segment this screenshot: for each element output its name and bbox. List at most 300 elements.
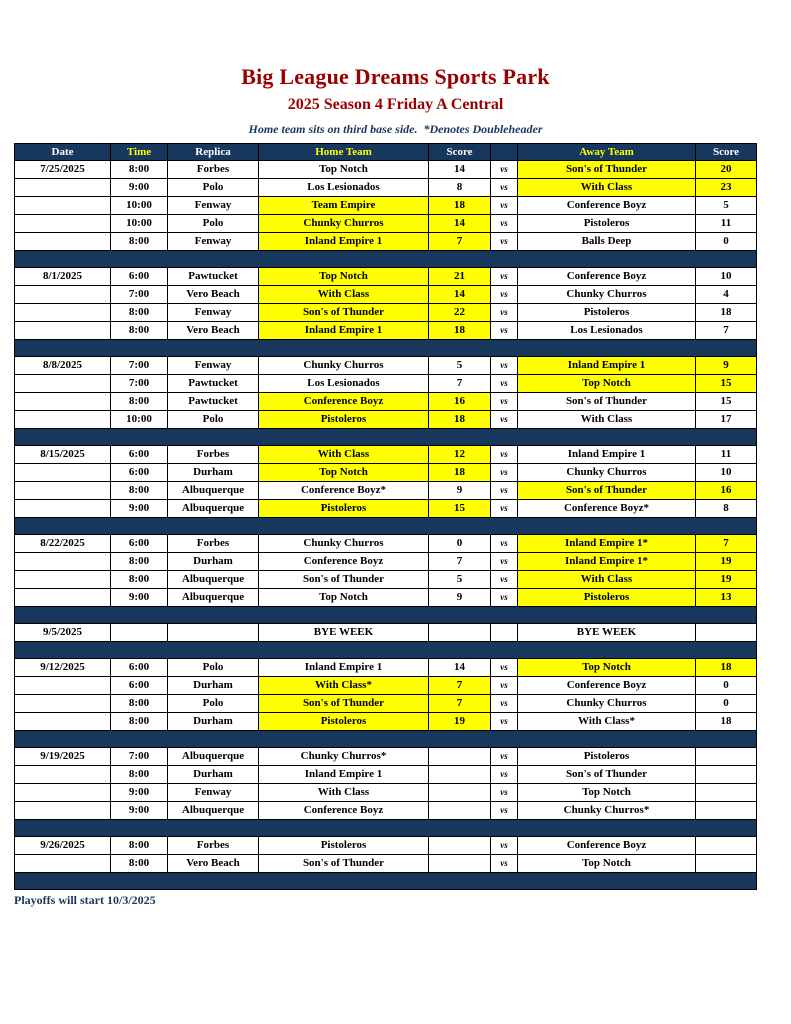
replica-cell: Albuquerque: [168, 748, 259, 766]
vs-label: vs: [491, 802, 518, 820]
time-cell: 8:00: [111, 304, 168, 322]
away-team-cell: Pistoleros: [518, 304, 696, 322]
vs-label: vs: [491, 482, 518, 500]
replica-cell: Durham: [168, 677, 259, 695]
date-cell: [15, 375, 111, 393]
away-team-cell: Chunky Churros: [518, 695, 696, 713]
vs-label: vs: [491, 766, 518, 784]
away-team-cell: Top Notch: [518, 659, 696, 677]
home-score-cell: 22: [429, 304, 491, 322]
game-row: [15, 197, 757, 215]
away-team-cell: Balls Deep: [518, 233, 696, 251]
away-team-cell: Inland Empire 1*: [518, 553, 696, 571]
away-team-cell: Inland Empire 1: [518, 446, 696, 464]
date-cell: 8/15/2025: [15, 446, 111, 464]
separator-bar: [15, 731, 757, 748]
page-subtitle: 2025 Season 4 Friday A Central: [287, 96, 504, 113]
game-row: [15, 837, 757, 855]
replica-cell: Vero Beach: [168, 322, 259, 340]
time-cell: [111, 624, 168, 642]
replica-cell: Fenway: [168, 304, 259, 322]
separator-bar: [15, 518, 757, 535]
game-row: [15, 393, 757, 411]
away-score-cell: 5: [696, 197, 757, 215]
home-team-cell: Inland Empire 1: [259, 233, 429, 251]
date-cell: [15, 482, 111, 500]
home-score-cell: 14: [429, 215, 491, 233]
away-team-cell: Top Notch: [518, 784, 696, 802]
separator-bar: [15, 251, 757, 268]
vs-label: vs: [491, 375, 518, 393]
away-team-cell: Top Notch: [518, 375, 696, 393]
away-score-cell: [696, 837, 757, 855]
date-cell: [15, 215, 111, 233]
away-team-cell: Chunky Churros: [518, 286, 696, 304]
home-team-cell: Inland Empire 1: [259, 659, 429, 677]
game-row: [15, 713, 757, 731]
date-cell: [15, 233, 111, 251]
away-score-cell: 18: [696, 304, 757, 322]
time-cell: 8:00: [111, 553, 168, 571]
home-team-cell: BYE WEEK: [259, 624, 429, 642]
away-score-cell: 17: [696, 411, 757, 429]
away-team-cell: Son's of Thunder: [518, 766, 696, 784]
home-team-cell: Pistoleros: [259, 500, 429, 518]
home-score-cell: 18: [429, 322, 491, 340]
group-separator: [15, 731, 757, 748]
home-team-cell: Team Empire: [259, 197, 429, 215]
date-cell: 9/26/2025: [15, 837, 111, 855]
game-row: [15, 161, 757, 179]
home-score-cell: [429, 766, 491, 784]
away-score-cell: 11: [696, 215, 757, 233]
home-score-cell: 8: [429, 179, 491, 197]
date-cell: [15, 322, 111, 340]
home-team-cell: Chunky Churros: [259, 215, 429, 233]
replica-cell: Durham: [168, 713, 259, 731]
replica-cell: Fenway: [168, 784, 259, 802]
time-cell: 6:00: [111, 677, 168, 695]
group-separator: [15, 820, 757, 837]
home-team-cell: Conference Boyz: [259, 802, 429, 820]
game-row: [15, 553, 757, 571]
time-cell: 9:00: [111, 179, 168, 197]
date-cell: [15, 553, 111, 571]
home-team-cell: Inland Empire 1: [259, 766, 429, 784]
away-score-cell: 0: [696, 695, 757, 713]
away-team-cell: Son's of Thunder: [518, 393, 696, 411]
away-score-cell: 8: [696, 500, 757, 518]
away-team-cell: Conference Boyz*: [518, 500, 696, 518]
date-cell: [15, 855, 111, 873]
date-cell: 7/25/2025: [15, 161, 111, 179]
header-replica: Replica: [168, 144, 259, 161]
game-row: [15, 748, 757, 766]
group-separator: [15, 518, 757, 535]
header-vs-column: [491, 144, 518, 161]
game-row: [15, 375, 757, 393]
vs-label: vs: [491, 464, 518, 482]
vs-label: vs: [491, 197, 518, 215]
time-cell: 6:00: [111, 535, 168, 553]
home-score-cell: [429, 837, 491, 855]
header-date: Date: [15, 144, 111, 161]
away-team-cell: Los Lesionados: [518, 322, 696, 340]
game-row: [15, 357, 757, 375]
replica-cell: Fenway: [168, 357, 259, 375]
header-away-score: Score: [696, 144, 757, 161]
vs-label: vs: [491, 411, 518, 429]
vs-label: vs: [491, 784, 518, 802]
home-team-cell: Top Notch: [259, 268, 429, 286]
away-score-cell: 4: [696, 286, 757, 304]
away-team-cell: Chunky Churros*: [518, 802, 696, 820]
vs-label: vs: [491, 855, 518, 873]
away-team-cell: Top Notch: [518, 855, 696, 873]
home-team-cell: Chunky Churros*: [259, 748, 429, 766]
away-score-cell: 23: [696, 179, 757, 197]
away-score-cell: 15: [696, 375, 757, 393]
date-cell: [15, 571, 111, 589]
away-score-cell: [696, 802, 757, 820]
time-cell: 8:00: [111, 393, 168, 411]
away-score-cell: 16: [696, 482, 757, 500]
separator-bar: [15, 340, 757, 357]
home-score-cell: 21: [429, 268, 491, 286]
date-cell: [15, 695, 111, 713]
time-cell: 8:00: [111, 322, 168, 340]
vs-label: vs: [491, 322, 518, 340]
date-cell: [15, 464, 111, 482]
away-team-cell: Conference Boyz: [518, 268, 696, 286]
home-score-cell: 15: [429, 500, 491, 518]
vs-label: vs: [491, 304, 518, 322]
game-row: [15, 571, 757, 589]
home-team-cell: Chunky Churros: [259, 535, 429, 553]
group-separator: [15, 873, 757, 890]
home-team-cell: Conference Boyz*: [259, 482, 429, 500]
separator-bar: [15, 642, 757, 659]
home-team-cell: With Class: [259, 784, 429, 802]
time-cell: 9:00: [111, 500, 168, 518]
home-team-cell: Son's of Thunder: [259, 304, 429, 322]
home-team-cell: Inland Empire 1: [259, 322, 429, 340]
home-team-cell: Top Notch: [259, 464, 429, 482]
time-cell: 9:00: [111, 802, 168, 820]
vs-label: vs: [491, 161, 518, 179]
vs-label: vs: [491, 500, 518, 518]
away-team-cell: Son's of Thunder: [518, 482, 696, 500]
home-score-cell: 16: [429, 393, 491, 411]
away-score-cell: 0: [696, 233, 757, 251]
home-score-cell: [429, 624, 491, 642]
home-score-cell: 9: [429, 589, 491, 607]
home-score-cell: 14: [429, 161, 491, 179]
vs-label: vs: [491, 215, 518, 233]
game-row: [15, 446, 757, 464]
separator-bar: [15, 820, 757, 837]
schedule-note: Home team sits on third base side. *Denotes Doubleheader: [248, 122, 543, 136]
replica-cell: Vero Beach: [168, 855, 259, 873]
home-score-cell: 7: [429, 695, 491, 713]
game-row: [15, 215, 757, 233]
home-team-cell: Son's of Thunder: [259, 571, 429, 589]
away-team-cell: Son's of Thunder: [518, 161, 696, 179]
schedule-table: [14, 143, 757, 890]
header-home-team: Home Team: [259, 144, 429, 161]
away-team-cell: Pistoleros: [518, 215, 696, 233]
vs-label: vs: [491, 535, 518, 553]
home-score-cell: 18: [429, 464, 491, 482]
home-score-cell: 0: [429, 535, 491, 553]
away-score-cell: 19: [696, 571, 757, 589]
home-score-cell: 5: [429, 571, 491, 589]
date-cell: [15, 766, 111, 784]
game-row: [15, 677, 757, 695]
replica-cell: Fenway: [168, 233, 259, 251]
date-cell: 8/22/2025: [15, 535, 111, 553]
replica-cell: Albuquerque: [168, 589, 259, 607]
home-team-cell: Top Notch: [259, 589, 429, 607]
game-row: [15, 286, 757, 304]
away-score-cell: 11: [696, 446, 757, 464]
away-score-cell: 7: [696, 322, 757, 340]
vs-label: vs: [491, 357, 518, 375]
game-row: [15, 233, 757, 251]
away-score-cell: [696, 748, 757, 766]
home-team-cell: Pistoleros: [259, 713, 429, 731]
game-row: [15, 322, 757, 340]
vs-label: vs: [491, 589, 518, 607]
replica-cell: Fenway: [168, 197, 259, 215]
replica-cell: Polo: [168, 659, 259, 677]
away-score-cell: 18: [696, 713, 757, 731]
replica-cell: Forbes: [168, 837, 259, 855]
date-cell: [15, 784, 111, 802]
game-row: [15, 855, 757, 873]
separator-bar: [15, 873, 757, 890]
home-team-cell: Conference Boyz: [259, 553, 429, 571]
date-cell: [15, 500, 111, 518]
home-score-cell: 12: [429, 446, 491, 464]
replica-cell: Vero Beach: [168, 286, 259, 304]
game-row: [15, 766, 757, 784]
group-separator: [15, 429, 757, 446]
replica-cell: Durham: [168, 464, 259, 482]
time-cell: 8:00: [111, 766, 168, 784]
away-score-cell: 7: [696, 535, 757, 553]
page-title: Big League Dreams Sports Park: [241, 64, 550, 89]
home-score-cell: 19: [429, 713, 491, 731]
time-cell: 10:00: [111, 215, 168, 233]
away-team-cell: Pistoleros: [518, 748, 696, 766]
time-cell: 8:00: [111, 233, 168, 251]
home-team-cell: Los Lesionados: [259, 179, 429, 197]
vs-label: vs: [491, 233, 518, 251]
home-team-cell: Pistoleros: [259, 411, 429, 429]
replica-cell: Polo: [168, 215, 259, 233]
home-score-cell: 5: [429, 357, 491, 375]
time-cell: 10:00: [111, 411, 168, 429]
home-team-cell: Chunky Churros: [259, 357, 429, 375]
home-team-cell: Los Lesionados: [259, 375, 429, 393]
separator-bar: [15, 607, 757, 624]
time-cell: 6:00: [111, 659, 168, 677]
vs-label: [491, 624, 518, 642]
home-team-cell: Top Notch: [259, 161, 429, 179]
away-score-cell: [696, 784, 757, 802]
home-team-cell: With Class: [259, 286, 429, 304]
separator-bar: [15, 429, 757, 446]
away-score-cell: 0: [696, 677, 757, 695]
date-cell: [15, 197, 111, 215]
game-row: [15, 482, 757, 500]
vs-label: vs: [491, 837, 518, 855]
replica-cell: Durham: [168, 553, 259, 571]
game-row: [15, 784, 757, 802]
game-row: [15, 464, 757, 482]
vs-label: vs: [491, 571, 518, 589]
replica-cell: [168, 624, 259, 642]
home-team-cell: Pistoleros: [259, 837, 429, 855]
time-cell: 10:00: [111, 197, 168, 215]
game-row: [15, 695, 757, 713]
game-row: [15, 179, 757, 197]
game-row: [15, 535, 757, 553]
group-separator: [15, 607, 757, 624]
replica-cell: Forbes: [168, 161, 259, 179]
date-cell: [15, 304, 111, 322]
date-cell: [15, 286, 111, 304]
away-team-cell: Conference Boyz: [518, 197, 696, 215]
vs-label: vs: [491, 677, 518, 695]
time-cell: 6:00: [111, 268, 168, 286]
time-cell: 8:00: [111, 713, 168, 731]
date-cell: 9/19/2025: [15, 748, 111, 766]
replica-cell: Pawtucket: [168, 268, 259, 286]
playoffs-note: Playoffs will start 10/3/2025: [14, 893, 156, 907]
home-score-cell: 14: [429, 659, 491, 677]
away-score-cell: [696, 624, 757, 642]
game-row: [15, 411, 757, 429]
game-row: [15, 659, 757, 677]
away-score-cell: 13: [696, 589, 757, 607]
replica-cell: Pawtucket: [168, 393, 259, 411]
away-score-cell: 9: [696, 357, 757, 375]
time-cell: 8:00: [111, 837, 168, 855]
vs-label: vs: [491, 179, 518, 197]
home-team-cell: With Class: [259, 446, 429, 464]
time-cell: 6:00: [111, 446, 168, 464]
date-cell: 9/5/2025: [15, 624, 111, 642]
away-score-cell: 15: [696, 393, 757, 411]
away-team-cell: BYE WEEK: [518, 624, 696, 642]
game-row: [15, 268, 757, 286]
table-header-row: [15, 144, 757, 161]
away-team-cell: With Class: [518, 571, 696, 589]
away-team-cell: Chunky Churros: [518, 464, 696, 482]
time-cell: 7:00: [111, 357, 168, 375]
home-team-cell: Conference Boyz: [259, 393, 429, 411]
time-cell: 9:00: [111, 784, 168, 802]
game-row: [15, 589, 757, 607]
home-score-cell: 18: [429, 197, 491, 215]
home-score-cell: 14: [429, 286, 491, 304]
date-cell: [15, 411, 111, 429]
vs-label: vs: [491, 553, 518, 571]
away-team-cell: Conference Boyz: [518, 837, 696, 855]
replica-cell: Polo: [168, 411, 259, 429]
replica-cell: Polo: [168, 695, 259, 713]
vs-label: vs: [491, 286, 518, 304]
replica-cell: Durham: [168, 766, 259, 784]
vs-label: vs: [491, 446, 518, 464]
replica-cell: Polo: [168, 179, 259, 197]
vs-label: vs: [491, 695, 518, 713]
home-score-cell: 7: [429, 233, 491, 251]
replica-cell: Albuquerque: [168, 500, 259, 518]
home-score-cell: 7: [429, 375, 491, 393]
away-team-cell: Inland Empire 1*: [518, 535, 696, 553]
time-cell: 8:00: [111, 161, 168, 179]
away-score-cell: [696, 855, 757, 873]
header-home-score: Score: [429, 144, 491, 161]
date-cell: [15, 802, 111, 820]
time-cell: 6:00: [111, 464, 168, 482]
replica-cell: Forbes: [168, 535, 259, 553]
date-cell: [15, 677, 111, 695]
away-team-cell: Inland Empire 1: [518, 357, 696, 375]
time-cell: 7:00: [111, 748, 168, 766]
vs-label: vs: [491, 268, 518, 286]
replica-cell: Forbes: [168, 446, 259, 464]
home-score-cell: [429, 748, 491, 766]
away-score-cell: [696, 766, 757, 784]
away-score-cell: 19: [696, 553, 757, 571]
header-time: Time: [111, 144, 168, 161]
replica-cell: Albuquerque: [168, 482, 259, 500]
away-team-cell: With Class: [518, 179, 696, 197]
date-cell: 9/12/2025: [15, 659, 111, 677]
group-separator: [15, 251, 757, 268]
header-away-team: Away Team: [518, 144, 696, 161]
date-cell: 8/8/2025: [15, 357, 111, 375]
away-team-cell: With Class*: [518, 713, 696, 731]
home-score-cell: 18: [429, 411, 491, 429]
time-cell: 8:00: [111, 571, 168, 589]
time-cell: 7:00: [111, 286, 168, 304]
group-separator: [15, 642, 757, 659]
time-cell: 9:00: [111, 589, 168, 607]
vs-label: vs: [491, 713, 518, 731]
time-cell: 8:00: [111, 695, 168, 713]
date-cell: [15, 179, 111, 197]
vs-label: vs: [491, 748, 518, 766]
time-cell: 7:00: [111, 375, 168, 393]
away-score-cell: 10: [696, 464, 757, 482]
away-team-cell: Pistoleros: [518, 589, 696, 607]
time-cell: 8:00: [111, 482, 168, 500]
game-row: [15, 624, 757, 642]
replica-cell: Albuquerque: [168, 802, 259, 820]
group-separator: [15, 340, 757, 357]
game-row: [15, 304, 757, 322]
home-score-cell: 9: [429, 482, 491, 500]
replica-cell: Pawtucket: [168, 375, 259, 393]
home-team-cell: With Class*: [259, 677, 429, 695]
away-score-cell: 10: [696, 268, 757, 286]
home-score-cell: [429, 855, 491, 873]
